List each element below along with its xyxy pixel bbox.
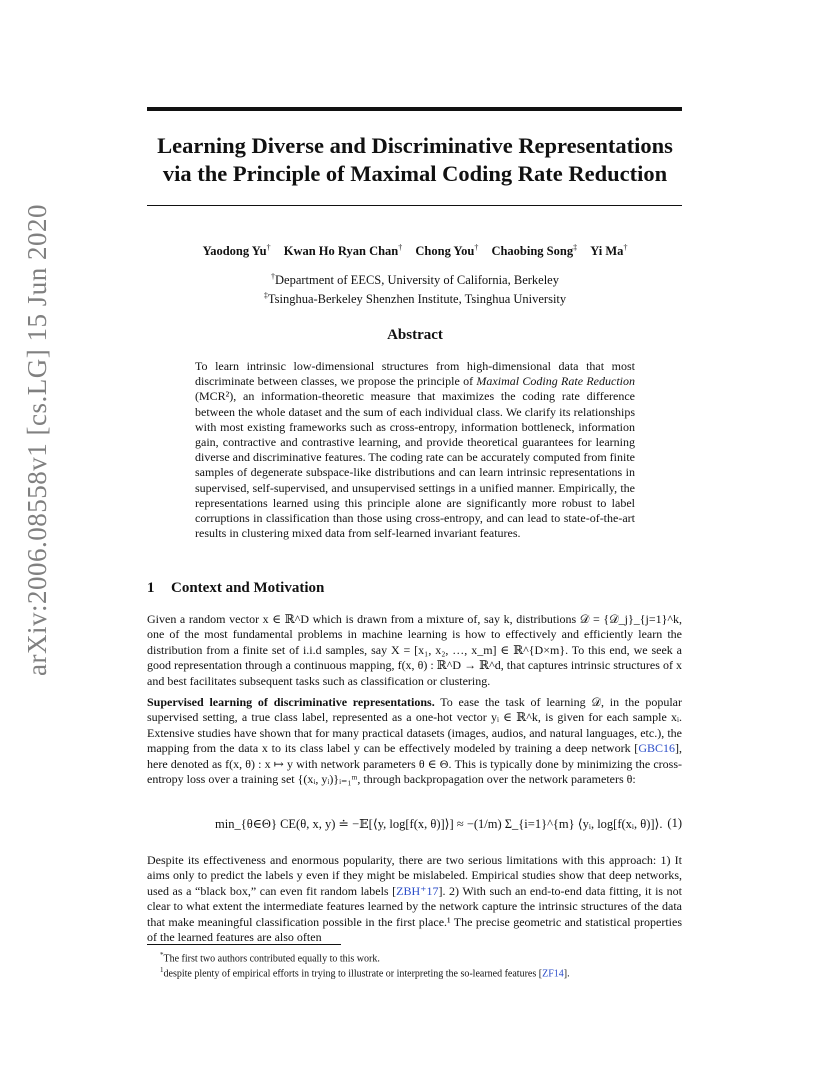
author: Kwan Ho Ryan Chan† [283,243,403,259]
affiliation: †Department of EECS, University of California, Berkeley [271,272,559,288]
footnote: $^1$despite plenty of empirical efforts in trying to illustrate or interpreting the so-learned features [ZF14]. [160,966,570,980]
abstract-heading: Abstract [387,327,443,343]
section-heading [147,580,682,597]
paper-title [120,132,710,188]
citation-link[interactable]: ZF14 [542,968,564,980]
paragraph-supervised: Supervised learning of discriminative representations. To ease the task of learning 𝒟, in the popular supervised setting, a true class label, represented as a one-hot vector yᵢ ∈ ℝ^k, is given for each sample xᵢ. Extensive studies have shown that for many practical datasets (images, audios, and natural languages, etc.), the mapping from the data x to its class label y can be effectively modeled by training a deep network [GBC16], here denoted as f(x, θ) : x ↦ y with network parameters θ ∈ Θ. This is typically done by minimizing the cross-entropy loss over a training set {(xᵢ, yᵢ)}ᵢ₌₁ᵐ, through backpropagation over the network parameters θ: [147,695,683,787]
paragraph-limitations: Despite its effectiveness and enormous popularity, there are two serious limitations with this approach: 1) It aims only to predict the labels y even if they might be mislabeled. Empirical studies show that deep networks, used as a “black box,” can even fit random labels [ZBH⁺17]. 2) With such an end-to-end data fitting, it is not clear to what extent the intermediate features learned by the network capture the intrinsic structures of the data that make meaningful classification possible in the first place.¹ The precise geometric and statistical properties of the learned features are also often [147,853,682,945]
footnote-rule [147,944,341,945]
title-line-1: Learning Diverse and Discriminative Representations [157,133,673,158]
citation-link[interactable]: ZBH⁺17 [396,883,439,898]
affiliations [120,269,710,307]
author: Yi Ma† [590,243,628,259]
citation-link[interactable]: GBC16 [638,741,675,756]
author: Chaobing Song‡ [491,243,578,259]
author: Yaodong Yu† [202,243,271,259]
equation-number: (1) [667,816,682,830]
abstract-body: To learn intrinsic low-dimensional structures from high-dimensional data that most discriminate between classes, we propose the principle of Maximal Coding Rate Reduction (MCR²), an information-theoretic measure that maximizes the coding rate difference between the whole dataset and the sum of each individual class. We clarify its relationships with most existing frameworks such as cross-entropy, information bottleneck, information gain, contractive and contrastive learning, and provide theoretical guarantees for learning diverse and discriminative features. The coding rate can be accurately computed from finite samples of degenerate subspace-like distributions and can learn intrinsic representations in supervised, self-supervised, and unsupervised settings in a unified manner. Empirically, the representations learned using this principle alone are significantly more robust to label corruptions in classification than those using cross-entropy, and can lead to state-of-the-art results in clustering mixed data from self-learned invariant features. [195,359,635,541]
equation-body: min_{θ∈Θ} CE(θ, x, y) ≐ −𝔼[⟨y, log[f(x, θ)]⟩] ≈ −(1/m) Σ_{i=1}^{m} ⟨yᵢ, log[f(xᵢ, θ)]⟩. [215,817,663,831]
equation-1 [147,806,682,844]
author: Chong You† [415,243,479,259]
paragraph-intro: Given a random vector x ∈ ℝ^D which is drawn from a mixture of, say k, distributions 𝒟 = {𝒟_j}_{j=1}^k, one of the most fundamental problems in machine learning is how to effectively and efficiently learn the distribution from a finite set of i.i.d samples, say X = [x₁, x₂, …, x_m] ∈ ℝ^{D×m}. To this end, we seek a good representation through a continuous mapping, f(x, θ) : ℝ^D → ℝ^d, that captures intrinsic structures of x and best facilitates subsequent tasks such as classification or clustering. [147,612,682,688]
author-list [120,243,710,259]
section-number: 1 [147,580,155,596]
paragraph-lead: Supervised learning of discriminative representations. [147,695,435,709]
title-bottom-rule [147,205,682,206]
footnote: *The first two authors contributed equally to this work. [160,951,380,965]
title-line-2: via the Principle of Maximal Coding Rate Reduction [162,161,668,186]
section-title: Context and Motivation [171,580,325,596]
arxiv-stamp[interactable]: arXiv:2006.08558v1 [cs.LG] 15 Jun 2020 [22,204,52,676]
title-top-rule [147,107,682,111]
affiliation: ‡Tsinghua-Berkeley Shenzhen Institute, Tsinghua University [263,291,567,307]
